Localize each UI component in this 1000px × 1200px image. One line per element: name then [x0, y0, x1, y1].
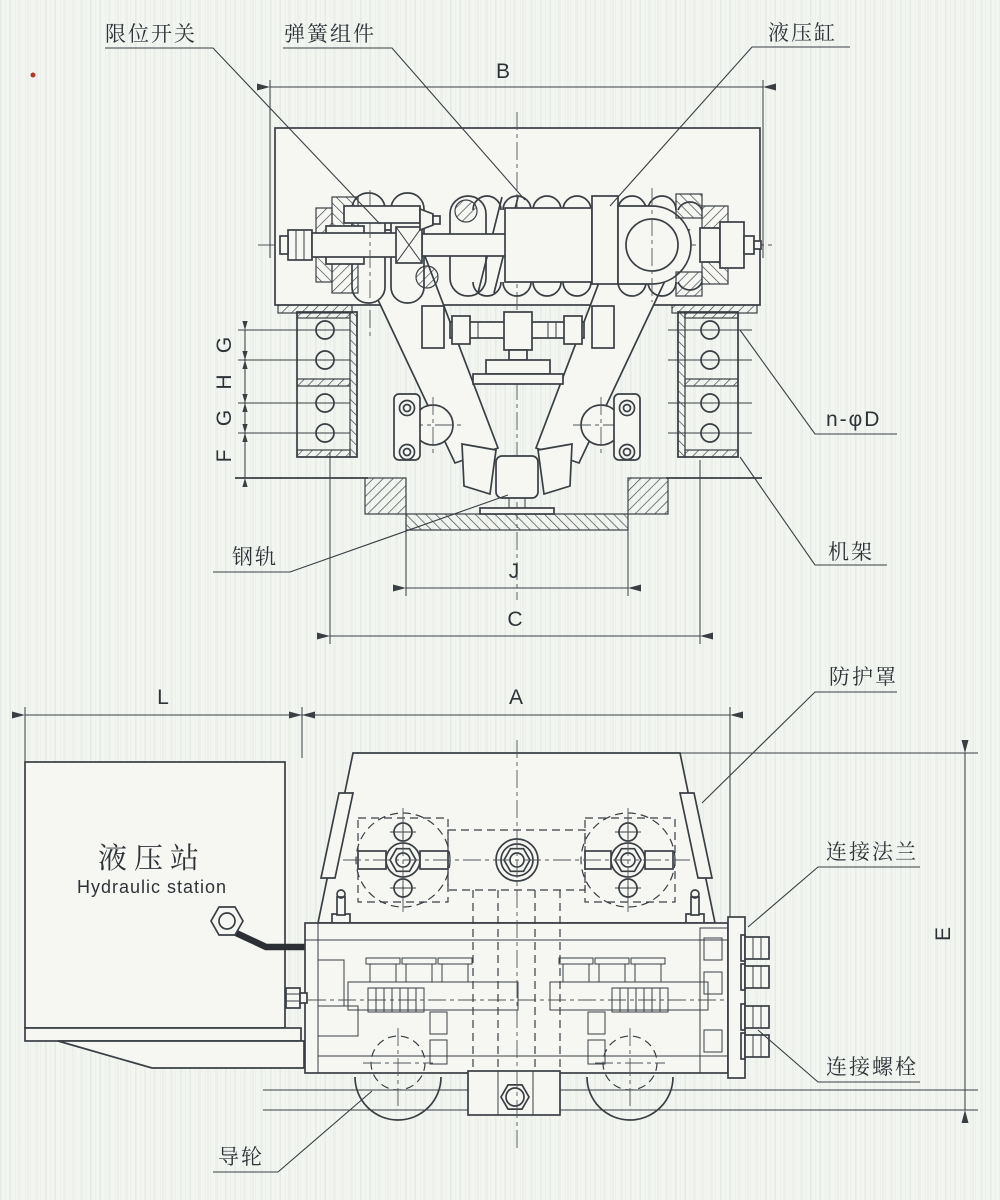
callout-rail — [213, 495, 508, 572]
hydraulic-station — [25, 762, 305, 1068]
rail-base-plate — [406, 514, 628, 530]
callout-frame — [740, 457, 887, 565]
dim-label-B: B — [495, 60, 511, 83]
hydraulic-cylinder-body — [505, 208, 592, 282]
callout-protective-cover — [702, 666, 898, 803]
callout-label-hydraulic-cylinder: 液压缸 — [768, 22, 837, 45]
foundation-and-rail — [235, 456, 762, 530]
dim-label-A: A — [508, 686, 524, 709]
callout-label-connecting-bolts: 连接螺栓 — [826, 1056, 918, 1079]
piston-rod — [420, 234, 506, 256]
dim-label-E: E — [932, 926, 955, 942]
clamp-body — [286, 917, 769, 1078]
hose-fitting — [211, 907, 243, 935]
frame-side-plate-right — [668, 312, 752, 457]
dim-chain-GHGF — [213, 330, 245, 478]
spring-wire-section — [416, 266, 438, 288]
cylinder-head — [592, 196, 618, 284]
callout-label-limit-switch: 限位开关 — [105, 23, 197, 46]
hydraulic-station-label-cn: 液压站 — [97, 843, 207, 875]
dim-label-F: F — [213, 449, 236, 463]
callout-guide-wheel — [213, 1091, 372, 1172]
station-base-plate — [25, 1028, 301, 1041]
wear-plate-left — [394, 394, 420, 460]
protective-cover — [318, 753, 715, 923]
upper-view-front-elevation — [105, 22, 897, 644]
dim-label-G2: G — [213, 409, 236, 427]
callout-label-rail: 钢轨 — [232, 546, 278, 569]
body-side-bolt-left — [286, 988, 307, 1008]
dim-L — [25, 686, 302, 764]
callout-connecting-flange — [748, 841, 920, 927]
callout-label-guide-wheel: 导轮 — [218, 1146, 264, 1169]
frame-side-plate-left — [238, 312, 357, 457]
lower-view-side-elevation — [25, 666, 978, 1172]
callout-label-spring-assembly: 弹簧组件 — [284, 23, 376, 46]
clamp-jaw-left — [462, 444, 496, 494]
hydraulic-station-label-en: Hydraulic station — [76, 877, 228, 897]
callout-label-frame: 机架 — [828, 541, 874, 564]
callout-connecting-bolts — [758, 1030, 920, 1082]
callout-label-connecting-flange: 连接法兰 — [826, 841, 918, 864]
callout-label-mounting-holes: n-φD — [826, 408, 882, 431]
callout-mounting-holes — [740, 330, 897, 434]
dim-label-H: H — [213, 374, 236, 390]
callout-label-protective-cover: 防护罩 — [829, 666, 898, 689]
dim-label-J: J — [508, 560, 520, 583]
dim-label-L: L — [157, 686, 169, 709]
wear-plate-right — [614, 394, 640, 460]
center-anchor-block — [468, 1071, 560, 1115]
clamp-jaw-right — [538, 444, 572, 494]
station-support-bracket — [58, 1041, 304, 1068]
dim-label-C: C — [507, 608, 523, 631]
scan-artifact-dot — [31, 73, 36, 78]
dim-label-G1: G — [213, 336, 236, 354]
